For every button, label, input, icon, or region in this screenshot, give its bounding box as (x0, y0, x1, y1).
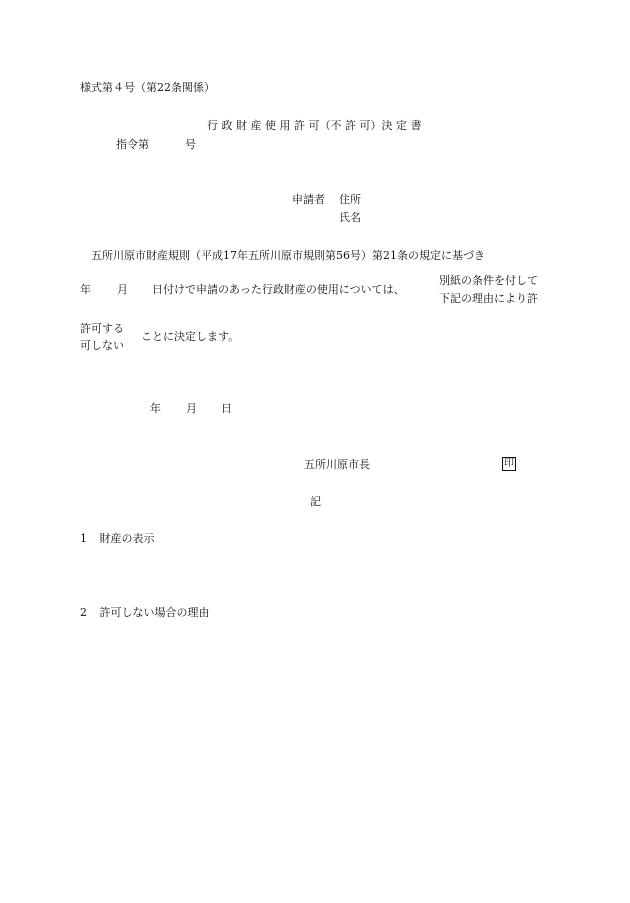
issue-year: 年 (150, 402, 161, 415)
applicant-label: 申請者 (292, 193, 325, 206)
section-label: 許可しない場合の理由 (99, 606, 210, 619)
section-number: 2 (80, 606, 87, 619)
issue-month: 月 (186, 402, 197, 415)
directive-prefix: 指令第 (116, 138, 149, 151)
section-2 (80, 607, 210, 618)
condition-option-bottom: 下記の理由により許 (439, 292, 538, 305)
condition-option-top: 別紙の条件を付して (439, 274, 538, 287)
section-label: 財産の表示 (99, 532, 155, 545)
decision-text: ことに決定します。 (141, 330, 240, 343)
decision-option-top: 許可する (80, 322, 124, 335)
application-month: 月 (117, 283, 128, 296)
issuer-title: 五所川原市長 (304, 458, 370, 471)
address-label: 住所 (339, 193, 361, 206)
application-day-text: 日付けで申請のあった行政財産の使用については、 (152, 283, 405, 296)
form-number: 様式第４号（第22条関係） (80, 81, 215, 94)
name-label: 氏名 (339, 211, 361, 224)
section-1 (80, 533, 155, 544)
directive-suffix: 号 (185, 138, 196, 151)
decision-option-bottom: 可しない (80, 339, 124, 352)
application-year: 年 (80, 283, 91, 296)
legal-basis-text: 五所川原市財産規則（平成17年五所川原市規則第56号）第21条の規定に基づき (91, 249, 485, 262)
document-title: 行 政 財 産 使 用 許 可（不 許 可）決 定 書 (207, 119, 422, 132)
section-number: 1 (80, 532, 87, 545)
seal-mark: 印 (504, 458, 514, 469)
issue-day: 日 (221, 402, 232, 415)
ki-heading: 記 (310, 495, 321, 508)
